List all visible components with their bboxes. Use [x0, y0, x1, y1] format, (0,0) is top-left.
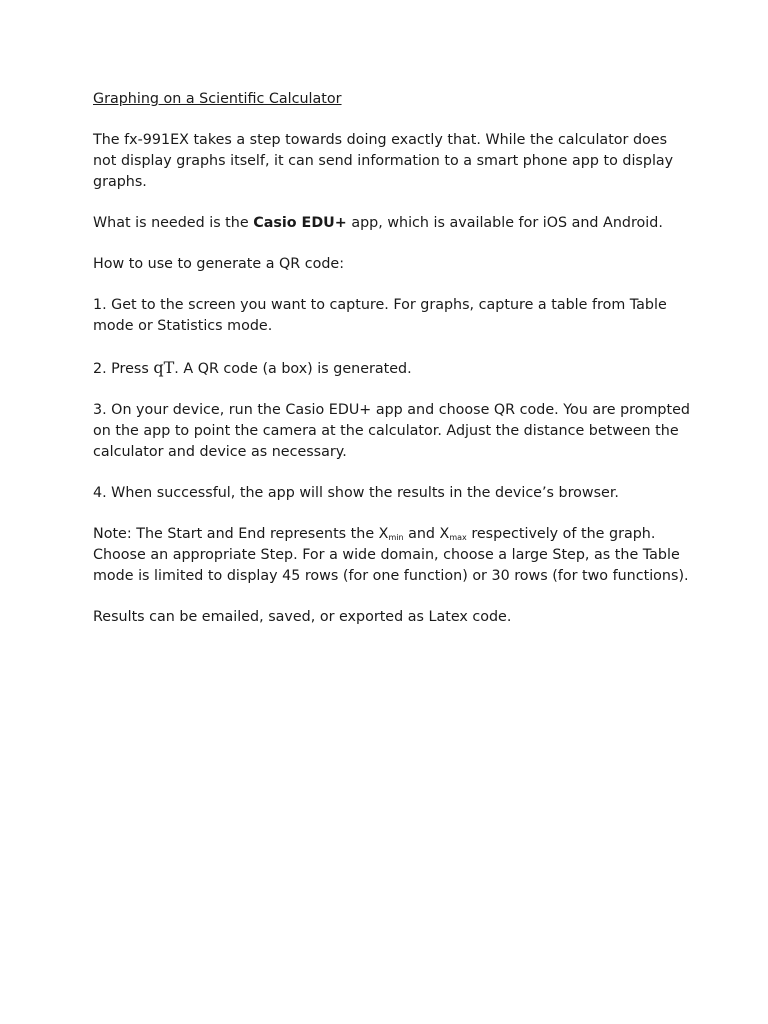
requirement-paragraph	[93, 213, 693, 234]
xmax-subscript: max	[449, 533, 467, 542]
document-title	[93, 89, 693, 110]
step-2	[93, 357, 693, 380]
intro-paragraph: The fx-991EX takes a step towards doing exactly that. While the calculator does not display graphs itself, it can send information to a smart phone app to display graphs.	[93, 132, 674, 190]
howto-heading: How to use to generate a QR code:	[93, 256, 345, 272]
title-text: Graphing on a Scientific Calculator	[93, 91, 342, 107]
step-1: 1. Get to the screen you want to capture. For graphs, capture a table from Table mode or Statistics mode.	[93, 297, 667, 334]
app-name: Casio EDU+	[253, 215, 347, 231]
xmin-subscript: min	[388, 533, 404, 542]
note-part-3: respectively of the graph. Choose an appropriate Step. For a wide domain, choose a large Step, as the Table mode is limited to display 45 rows (for one function) or 30 rows (for two functions).	[93, 526, 689, 584]
note-part-2: and X	[403, 526, 450, 542]
step-4: 4. When successful, the app will show the results in the device’s browser.	[93, 485, 619, 501]
note-paragraph	[93, 524, 693, 587]
step-2-suffix: . A QR code (a box) is generated.	[174, 361, 412, 377]
key-sequence: qT	[153, 358, 175, 377]
step-3: 3. On your device, run the Casio EDU+ app and choose QR code. You are prompted on the app to point the camera at the calculator. Adjust the distance between the calculator and device as necessary.	[93, 402, 690, 460]
requirement-prefix: What is needed is the	[93, 215, 254, 231]
results-paragraph: Results can be emailed, saved, or exported as Latex code.	[93, 609, 512, 625]
document-body	[93, 89, 693, 648]
step-2-prefix: 2. Press	[93, 361, 154, 377]
requirement-suffix: app, which is available for iOS and Android.	[346, 215, 663, 231]
note-part-1: Note: The Start and End represents the X	[93, 526, 389, 542]
